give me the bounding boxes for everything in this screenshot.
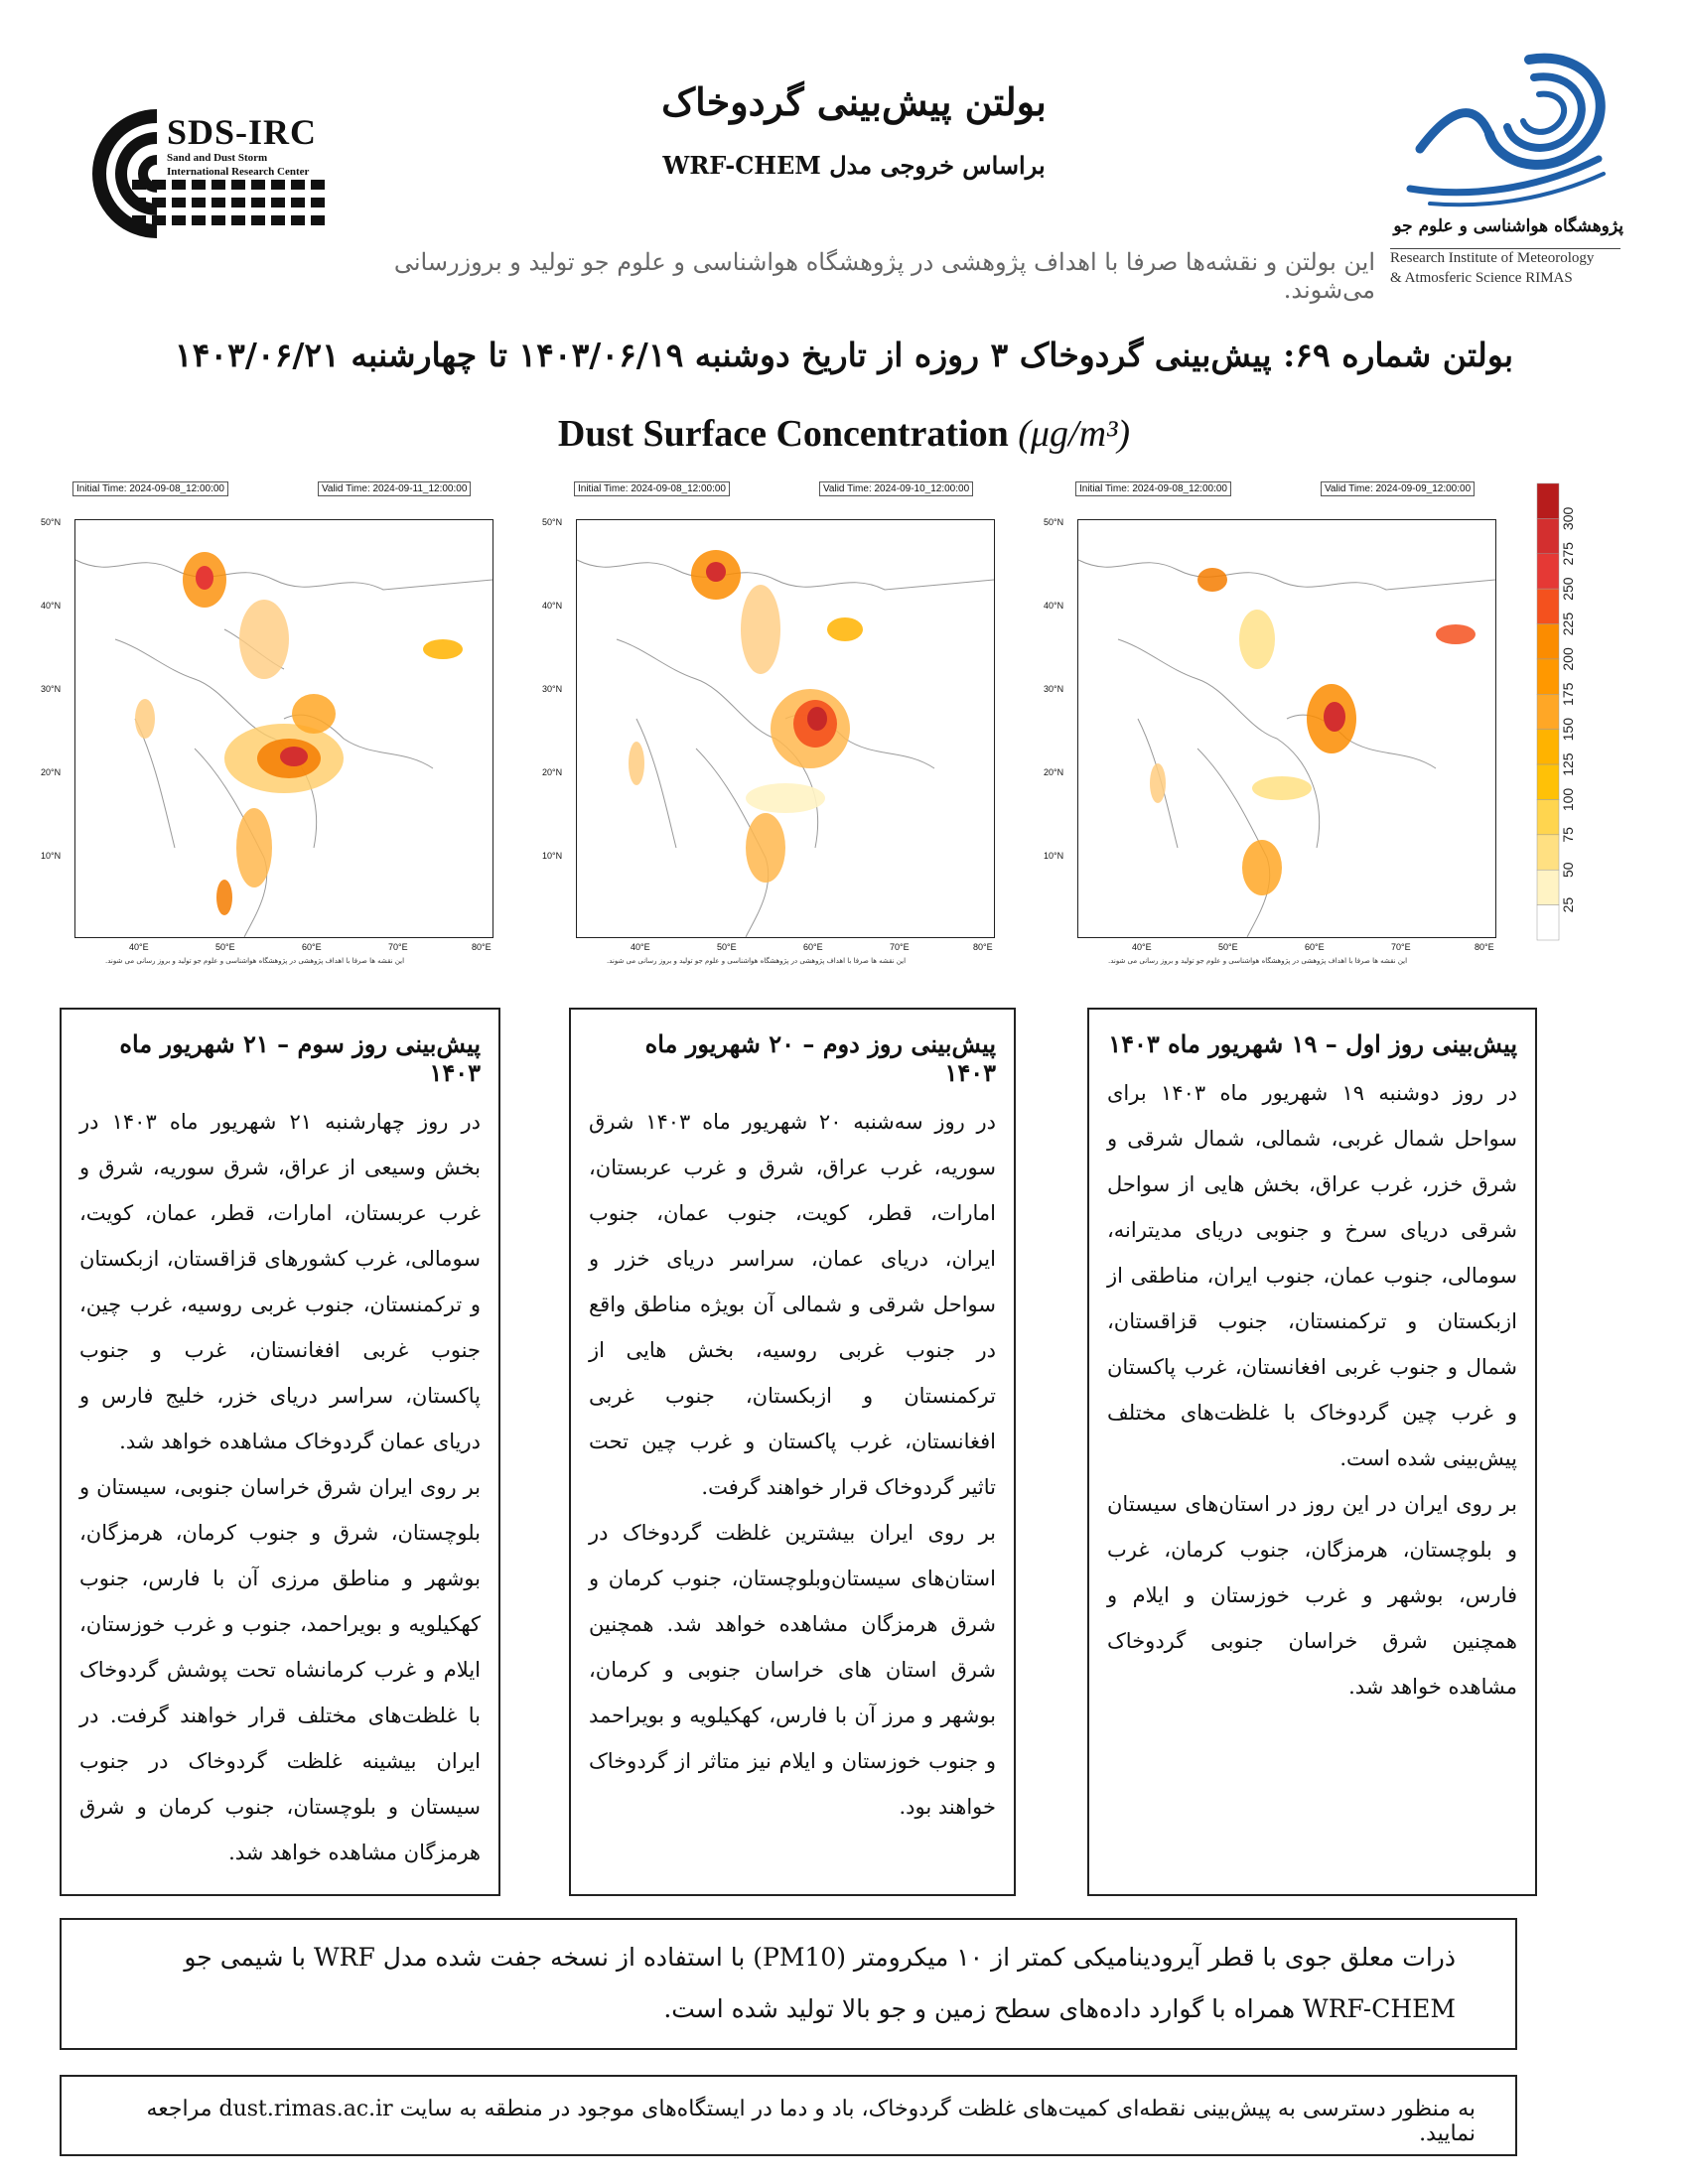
lon-label: 60°E bbox=[302, 942, 322, 952]
lat-label: 40°N bbox=[542, 601, 563, 611]
concentration-colorbar bbox=[1537, 483, 1577, 940]
map-valid-time: Valid Time: 2024-09-10_12:00:00 bbox=[819, 481, 973, 496]
colorbar-label: 275 bbox=[1560, 542, 1576, 566]
map-day2 bbox=[542, 481, 1003, 968]
lon-label: 70°E bbox=[1391, 942, 1411, 952]
lon-label: 40°E bbox=[631, 942, 650, 952]
colorbar-swatch bbox=[1537, 870, 1559, 904]
lat-label: 40°N bbox=[1044, 601, 1064, 611]
lon-label: 80°E bbox=[1475, 942, 1494, 952]
dust-map-graphic bbox=[1078, 520, 1495, 937]
lat-label: 20°N bbox=[1044, 767, 1064, 777]
bulletin-main-title: بولتن پیش‌بینی گردوخاک bbox=[661, 79, 1047, 124]
map-initial-time: Initial Time: 2024-09-08_12:00:00 bbox=[72, 481, 228, 496]
map-valid-time: Valid Time: 2024-09-11_12:00:00 bbox=[318, 481, 471, 496]
map-initial-time: Initial Time: 2024-09-08_12:00:00 bbox=[1075, 481, 1231, 496]
map-disclaimer: این نقشه ها صرفا با اهداف پژوهشی در پژوهشگاه هواشناسی و علوم جو تولید و بروز رسانی می شوند. bbox=[607, 957, 907, 965]
lat-label: 40°N bbox=[41, 601, 62, 611]
chart-heading-text: Dust Surface Concentration bbox=[557, 413, 1009, 455]
colorbar-label: 75 bbox=[1560, 827, 1576, 843]
lat-label: 50°N bbox=[1044, 517, 1064, 527]
colorbar-swatch bbox=[1537, 554, 1559, 589]
colorbar-swatch bbox=[1537, 694, 1559, 729]
colorbar-label: 225 bbox=[1560, 612, 1576, 636]
lat-label: 30°N bbox=[542, 684, 563, 694]
map-disclaimer: این نقشه ها صرفا با اهداف پژوهشی در پژوهشگاه هواشناسی و علوم جو تولید و بروز رسانی می شوند. bbox=[1108, 957, 1408, 965]
day2-paragraph-2: بر روی ایران بیشترین غلظت گردوخاک در استان‌های سیستان‌وبلوچستان، جنوب کرمان و شرق هرمزگان مشاهده خواهد شد. همچنین شرق استان های خراسان جنوبی و کرمان، بوشهر و مرز آن با فارس، کهکیلویه و بویراحمد و جنوب خوزستان و ایلام نیز متاثر از گردوخاک خواهند بود. bbox=[589, 1521, 996, 1819]
colorbar-label: 100 bbox=[1560, 787, 1576, 812]
colorbar-label: 125 bbox=[1560, 752, 1576, 776]
day1-paragraph-1: در روز دوشنبه ۱۹ شهریور ماه ۱۴۰۳ برای سواحل شمال غربی، شمالی، شمال شرقی و شرق خزر، غرب عراق، بخش هایی از سواحل شرقی دریای سرخ و جنوبی دریای مدیترانه، سومالی، جنوب عمان، جنوب ایران، مناطقی از ازبکستان و ترکمنستان، جنوب قزاقستان، شمال و جنوب غربی افغانستان، غرب پاکستان و غرب چین گردوخاک با غلظت‌های مختلف پیش‌بینی شده است. bbox=[1107, 1081, 1518, 1470]
lat-label: 20°N bbox=[41, 767, 62, 777]
colorbar-swatch bbox=[1537, 589, 1559, 623]
chart-heading bbox=[496, 412, 1192, 456]
lon-label: 60°E bbox=[1305, 942, 1325, 952]
pm10-note-box bbox=[60, 1918, 1517, 2050]
colorbar-label: 250 bbox=[1560, 577, 1576, 601]
day3-title: پیش‌بینی روز سوم – ۲۱ شهریور ماه ۱۴۰۳ bbox=[119, 1029, 481, 1087]
lon-label: 40°E bbox=[1132, 942, 1152, 952]
day2-paragraph-1: در روز سه‌شنبه ۲۰ شهریور ماه ۱۴۰۳ شرق سوریه، غرب عراق، شرق و غرب عربستان، امارات، قطر، کویت، جنوب عمان، جنوب ایران، دریای عمان، سراسر دریای خزر و سواحل شرقی و شمالی آن بویژه مناطق واقع در جنوب غربی روسیه، بخش هایی از ترکمنستان و ازبکستان، جنوب غربی افغانستان، غرب پاکستان و غرب چین تحت تاثیر گردوخاک قرار خواهند گرفت. bbox=[589, 1110, 997, 1499]
day2-forecast-box bbox=[569, 1008, 1016, 1896]
lat-label: 50°N bbox=[41, 517, 62, 527]
access-note-box bbox=[60, 2075, 1517, 2156]
colorbar-swatch bbox=[1537, 659, 1559, 694]
lon-label: 70°E bbox=[890, 942, 910, 952]
pm10-note-line-1: ذرات معلق جوی با قطر آیرودینامیکی کمتر از ۱۰ میکرومتر (PM10) با استفاده از نسخه جفت شده مدل WRF با شیمی جو bbox=[184, 1943, 1456, 1972]
lat-label: 10°N bbox=[41, 851, 62, 861]
lat-label: 50°N bbox=[542, 517, 563, 527]
colorbar-label: 175 bbox=[1560, 682, 1576, 706]
colorbar-swatch bbox=[1537, 905, 1559, 940]
sds-logo-subtitle-1: Sand and Dust Storm bbox=[167, 152, 268, 164]
colorbar-swatch bbox=[1537, 799, 1559, 834]
lat-label: 10°N bbox=[542, 851, 563, 861]
colorbar-swatch bbox=[1537, 835, 1559, 870]
rimas-name-en-1: Research Institute of Meteorology bbox=[1390, 250, 1595, 266]
dust-map-graphic bbox=[75, 520, 492, 937]
lat-label: 30°N bbox=[41, 684, 62, 694]
map-disclaimer: این نقشه ها صرفا با اهداف پژوهشی در پژوهشگاه هواشناسی و علوم جو تولید و بروز رسانی می شوند. bbox=[105, 957, 405, 965]
lon-label: 50°E bbox=[215, 942, 235, 952]
lon-label: 70°E bbox=[388, 942, 408, 952]
lon-label: 40°E bbox=[129, 942, 149, 952]
colorbar-swatch bbox=[1537, 624, 1559, 659]
chart-unit: (μg/m³) bbox=[1018, 413, 1131, 455]
sds-logo-name: SDS-IRC bbox=[167, 112, 318, 152]
dust-map-graphic bbox=[577, 520, 994, 937]
access-note-text: به منظور دسترسی به پیش‌بینی نقطه‌ای کمیت‌های غلظت گردوخاک، باد و دما در ایستگاه‌های موجود در منطقه به سایت dust.rimas.ac.ir مراجعه نمایید. bbox=[146, 2097, 1476, 2146]
colorbar-label: 200 bbox=[1560, 647, 1576, 671]
day3-paragraph-1: در روز چهارشنبه ۲۱ شهریور ماه ۱۴۰۳ در بخش وسیعی از عراق، شرق سوریه، شرق و غرب عربستان، امارات، قطر، عمان، کویت، سومالی، غرب کشورهای قزاقستان، ازبکستان و ترکمنستان، جنوب غربی روسیه، غرب چین، جنوب غربی افغانستان، غرب و جنوب پاکستان، سراسر دریای خزر، خلیج فارس و دریای عمان گردوخاک مشاهده خواهد شد. bbox=[79, 1110, 482, 1453]
colorbar-swatch bbox=[1537, 764, 1559, 799]
day3-forecast-box bbox=[60, 1008, 500, 1896]
lon-label: 50°E bbox=[1218, 942, 1238, 952]
lat-label: 10°N bbox=[1044, 851, 1064, 861]
colorbar-swatch bbox=[1537, 730, 1559, 764]
colorbar-label: 150 bbox=[1560, 718, 1576, 742]
lon-label: 80°E bbox=[472, 942, 492, 952]
colorbar-swatch bbox=[1537, 518, 1559, 553]
colorbar-swatch bbox=[1537, 483, 1559, 518]
lon-label: 60°E bbox=[803, 942, 823, 952]
colorbar-label: 25 bbox=[1560, 896, 1576, 913]
rimas-logo bbox=[1390, 40, 1628, 213]
day2-title: پیش‌بینی روز دوم – ۲۰ شهریور ماه ۱۴۰۳ bbox=[644, 1029, 996, 1087]
bulletin-number-title: بولتن شماره ۶۹: پیش‌بینی گردوخاک ۳ روزه از تاریخ دوشنبه ۱۴۰۳/۰۶/۱۹ تا چهارشنبه ۱۴۰۳/۰۶/۲۱ bbox=[174, 336, 1514, 374]
map-day1 bbox=[1044, 481, 1504, 968]
rimas-name-en-2: & Atmosferic Science RIMAS bbox=[1390, 270, 1573, 286]
map-initial-time: Initial Time: 2024-09-08_12:00:00 bbox=[574, 481, 730, 496]
lat-label: 20°N bbox=[542, 767, 563, 777]
disclaimer-text: این بولتن و نقشه‌ها صرفا با اهداف پژوهشی در پژوهشگاه هواشناسی و علوم جو تولید و بروزرسانی می‌شوند. bbox=[393, 248, 1375, 304]
map-day3 bbox=[41, 481, 501, 968]
map-valid-time: Valid Time: 2024-09-09_12:00:00 bbox=[1321, 481, 1475, 496]
rimas-name-fa: پژوهشگاه هواشناسی و علوم جو bbox=[1393, 216, 1623, 236]
bulletin-subtitle: براساس خروجی مدل WRF-CHEM bbox=[662, 151, 1046, 180]
lon-label: 50°E bbox=[717, 942, 737, 952]
lon-label: 80°E bbox=[973, 942, 993, 952]
day3-paragraph-2: بر روی ایران شرق خراسان جنوبی، سیستان و بلوچستان، شرق و جنوب کرمان، هرمزگان، بوشهر و مناطق مرزی آن با فارس، جنوب کهکیلویه و بویراحمد، جنوب و غرب خوزستان، ایلام و غرب کرمانشاه تحت پوشش گردوخاک با غلظت‌های مختلف قرار خواهند گرفت. در ایران بیشینه غلظت گردوخاک در جنوب سیستان و بلوچستان، جنوب کرمان و شرق هرمزگان مشاهده خواهد شد. bbox=[79, 1475, 482, 1864]
day1-paragraph-2: بر روی ایران در این روز در استان‌های سیستان و بلوچستان، هرمزگان، جنوب کرمان، غرب فارس، بوشهر و غرب خوزستان و ایلام و همچنین شرق خراسان جنوبی گردوخاک مشاهده خواهد شد. bbox=[1107, 1492, 1517, 1699]
colorbar-label: 50 bbox=[1560, 862, 1576, 879]
rimas-divider bbox=[1390, 248, 1620, 249]
day1-title: پیش‌بینی روز اول – ۱۹ شهریور ماه ۱۴۰۳ bbox=[1108, 1029, 1517, 1058]
lat-label: 30°N bbox=[1044, 684, 1064, 694]
day1-forecast-box bbox=[1087, 1008, 1537, 1896]
colorbar-label: 300 bbox=[1560, 506, 1576, 531]
sds-logo-subtitle-2: International Research Center bbox=[167, 166, 310, 178]
pm10-note-line-2: WRF-CHEM همراه با گوارد داده‌های سطح زمین و جو بالا تولید شده است. bbox=[663, 1994, 1456, 2023]
